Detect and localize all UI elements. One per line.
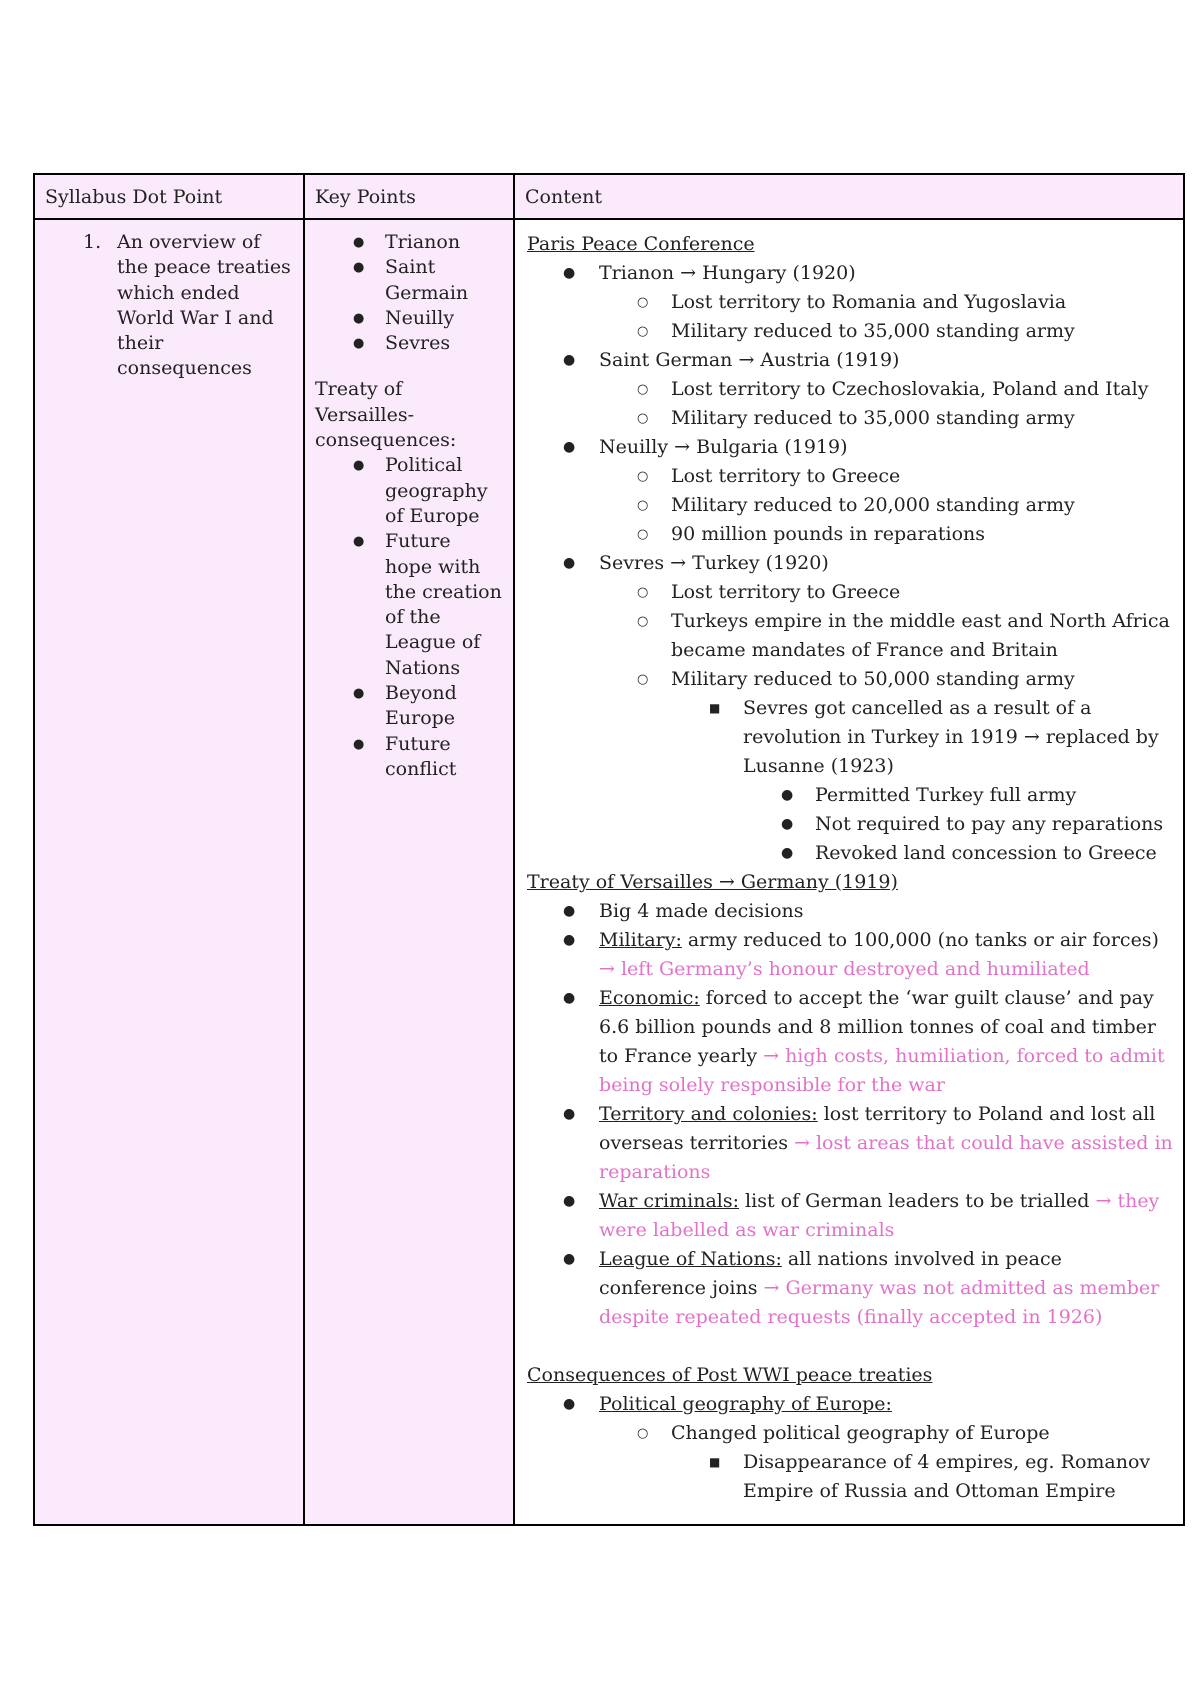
circle-bullet-icon: ○ [637, 469, 649, 484]
list-item: ● Territory and colonies: lost territory to Poland and lost all overseas territories → lost areas that could have assisted in reparations [527, 1100, 1173, 1187]
bullet-icon: ● [563, 1251, 576, 1267]
list-item: ○ Changed political geography of Europe ■ Disappearance of 4 empires, eg. Romanov Empire of Russia and Ottoman Empire [527, 1419, 1173, 1506]
list-item: ● Trianon [315, 230, 503, 255]
syllabus-number: 1. [83, 231, 102, 253]
bullet-icon: ● [563, 352, 576, 368]
consequences-list [527, 1390, 1173, 1506]
bullet-icon: ● [563, 1396, 576, 1412]
bullet-icon: ● [563, 1193, 576, 1209]
circle-bullet-icon: ○ [637, 382, 649, 397]
square-bullet-icon: ■ [709, 701, 721, 715]
versailles-subheading: Treaty of Versailles- consequences: [315, 378, 457, 452]
bullet-icon: ● [353, 260, 365, 276]
circle-bullet-icon: ○ [637, 585, 649, 600]
list-item: ○ Military reduced to 20,000 standing army [527, 491, 1173, 520]
bullet-icon: ● [353, 458, 365, 474]
treaty-item: ● Neuilly → Bulgaria (1919) ○ Lost territory to Greece ○ Military reduced to 20,000 standing army ○ 90 million pounds in reparations [527, 433, 1173, 549]
treaty-item: ● Trianon → Hungary (1920) ○ Lost territory to Romania and Yugoslavia ○ Military reduced to 35,000 standing army [527, 259, 1173, 346]
list-item: ○ Lost territory to Greece [527, 462, 1173, 491]
treaty-item: ● Saint German → Austria (1919) ○ Lost territory to Czechoslovakia, Poland and Italy ○ Military reduced to 35,000 standing army [527, 346, 1173, 433]
bullet-icon: ● [563, 990, 576, 1006]
list-item: ○ Lost territory to Czechoslovakia, Poland and Italy [527, 375, 1173, 404]
list-item: ■ Sevres got cancelled as a result of a revolution in Turkey in 1919 → replaced by Lusanne (1923) ● Permitted Turkey full army ● Not required to pay any reparations ● Revoked land concession to Greece [527, 694, 1173, 868]
circle-bullet-icon: ○ [637, 672, 649, 687]
list-item: ● League of Nations: all nations involved in peace conference joins → Germany was not admitted as member despite repeated requests (finally accepted in 1926) [527, 1245, 1173, 1332]
list-item: ● Beyond Europe [353, 682, 457, 730]
circle-bullet-icon: ○ [637, 295, 649, 310]
circle-bullet-icon: ○ [637, 411, 649, 426]
syllabus-text: An overview of the peace treaties which ended World War I and their consequences [117, 231, 291, 380]
header-content: Content [514, 174, 1184, 219]
list-item: ● Not required to pay any reparations [527, 810, 1173, 839]
list-item: ○ Military reduced to 35,000 standing army [527, 317, 1173, 346]
circle-bullet-icon: ○ [637, 1426, 649, 1441]
versailles-list [527, 897, 1173, 1332]
paris-heading: Paris Peace Conference [527, 233, 755, 255]
list-item: ○ Military reduced to 35,000 standing army [527, 404, 1173, 433]
consequences-heading: Consequences of Post WWI peace treaties [527, 1364, 933, 1386]
list-item: ● Neuilly [315, 306, 503, 331]
bullet-icon: ● [353, 310, 365, 326]
list-item: ○ 90 million pounds in reparations [527, 520, 1173, 549]
paris-list [527, 259, 1173, 868]
bullet-icon: ● [563, 439, 576, 455]
syllabus-item [45, 230, 293, 382]
list-item: ● Political geography of Europe [353, 454, 488, 527]
list-item: ● Political geography of Europe: ○ Changed political geography of Europe ■ Disappearance of 4 empires, eg. Romanov Empire of Russia and Ottoman Empire [527, 1390, 1173, 1506]
list-item: ● Military: army reduced to 100,000 (no tanks or air forces) → left Germany’s honour destroyed and humiliated [527, 926, 1173, 984]
body-row [34, 219, 1184, 1525]
list-item: ○ Turkeys empire in the middle east and North Africa became mandates of France and Britain [527, 607, 1173, 665]
syllabus-cell [34, 219, 304, 1525]
list-item: ● Revoked land concession to Greece [527, 839, 1173, 868]
list-item: ● Big 4 made decisions [527, 897, 1173, 926]
bullet-icon: ● [353, 534, 365, 550]
bullet-icon: ● [781, 787, 794, 803]
list-item: ○ Military reduced to 50,000 standing army ■ Sevres got cancelled as a result of a revolution in Turkey in 1919 → replaced by Lusanne (1923) ● Permitted Turkey full army ● Not required to pay any reparations ● Revoked land concession to Greece [527, 665, 1173, 868]
list-item: ● War criminals: list of German leaders to be trialled → they were labelled as war criminals [527, 1187, 1173, 1245]
bullet-icon: ● [781, 816, 794, 832]
bullet-icon: ● [781, 845, 794, 861]
bullet-icon: ● [563, 265, 576, 281]
list-item: ● Permitted Turkey full army [527, 781, 1173, 810]
content-cell [514, 219, 1184, 1525]
bullet-icon: ● [563, 555, 576, 571]
list-item: ○ Lost territory to Romania and Yugoslavia [527, 288, 1173, 317]
list-item: ● Economic: forced to accept the ‘war guilt clause’ and pay 6.6 billion pounds and 8 million tonnes of coal and timber to France yearly → high costs, humiliation, forced to admit being solely responsible for the war [527, 984, 1173, 1100]
list-item: ● Future conflict [353, 732, 457, 780]
circle-bullet-icon: ○ [637, 498, 649, 513]
square-bullet-icon: ■ [709, 1455, 721, 1469]
bullet-icon: ● [563, 903, 576, 919]
bullet-icon: ● [353, 736, 365, 752]
bullet-icon: ● [563, 1106, 576, 1122]
header-key-points: Key Points [304, 174, 514, 219]
list-item: ● Sevres [315, 331, 503, 356]
header-syllabus: Syllabus Dot Point [34, 174, 304, 219]
header-row [34, 174, 1184, 219]
notes-table [33, 173, 1185, 1526]
list-item: ● Future hope with the creation of the League of Nations [353, 530, 502, 679]
key-points-cell [304, 219, 514, 1525]
consequences-list [315, 453, 503, 782]
circle-bullet-icon: ○ [637, 324, 649, 339]
bullet-icon: ● [353, 686, 365, 702]
circle-bullet-icon: ○ [637, 527, 649, 542]
treaties-list [315, 230, 503, 356]
treaty-item: ● Sevres → Turkey (1920) ○ Lost territory to Greece ○ Turkeys empire in the middle east and North Africa became mandates of France and Britain ○ Military reduced to 50,000 standing army ■ Sevres got cancelled as a result of a revolution in Turkey in 1919 → replaced by Lusanne (1923) ● Permitted Turkey full army ● Not required to pay any reparations ● Revoked land concession to Greece [527, 549, 1173, 868]
circle-bullet-icon: ○ [637, 614, 649, 629]
bullet-icon: ● [353, 235, 365, 250]
bullet-icon: ● [353, 336, 365, 352]
bullet-icon: ● [563, 932, 576, 948]
list-item: ○ Lost territory to Greece [527, 578, 1173, 607]
list-item: ■ Disappearance of 4 empires, eg. Romanov Empire of Russia and Ottoman Empire [527, 1448, 1173, 1506]
versailles-heading: Treaty of Versailles → Germany (1919) [527, 871, 898, 893]
list-item: ● Saint Germain [353, 256, 469, 304]
